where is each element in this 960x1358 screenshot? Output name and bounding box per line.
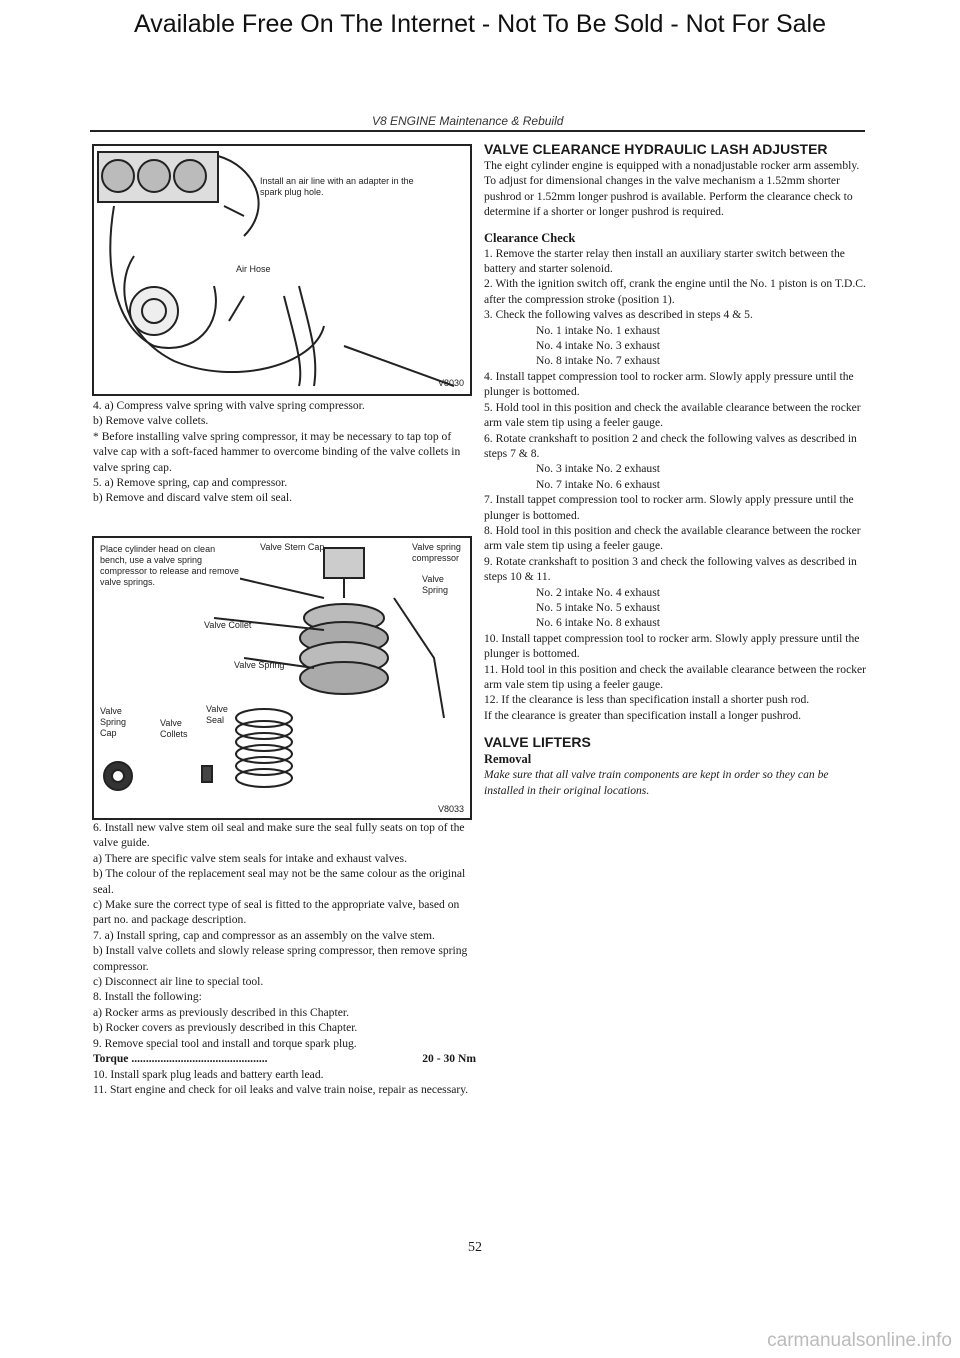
subheading-clearance-check: Clearance Check xyxy=(484,230,576,245)
step-7b: b) Install valve collets and slowly release spring compressor, then remove spring compressor. xyxy=(93,944,468,973)
step-6c: c) Make sure the correct type of seal is fitted to the appropriate valve, based on part no. and package description. xyxy=(93,898,460,927)
step-7c: c) Disconnect air line to special tool. xyxy=(93,975,264,989)
figure2-label-spring-cap: Valve Spring Cap xyxy=(100,706,127,738)
step-9: 9. Remove special tool and install and torque spark plug. xyxy=(93,1036,357,1050)
figure2-label-spring-mid: Valve Spring xyxy=(234,660,285,670)
check-step-1: 1. Remove the starter relay then install an auxiliary starter switch between the battery and starter solenoid. xyxy=(484,246,845,276)
step-5b: b) Remove and discard valve stem oil seal. xyxy=(93,491,292,505)
check-step-8: 8. Hold tool in this position and check the available clearance between the rocker arm vale stem tip using a feeler gauge. xyxy=(484,523,861,553)
step-8: 8. Install the following: xyxy=(93,990,202,1004)
step-4-note: * Before installing valve spring compressor, it may be necessary to tap top of valve cap with a soft-faced hammer to overcome binding of the valve collets in valve spring cap. xyxy=(93,429,461,474)
step-11: 11. Start engine and check for oil leaks and valve train noise, repair as necessary. xyxy=(93,1082,469,1096)
check-step-2: 2. With the ignition switch off, crank the engine until the No. 1 piston is on T.D.C. after the compression stroke (position 1). xyxy=(484,277,866,306)
step-10: 10. Install spark plug leads and battery earth lead. xyxy=(93,1067,324,1081)
watermark-banner: Available Free On The Internet - Not To Be Sold - Not For Sale xyxy=(133,10,827,38)
check-step-12-alt: If the clearance is greater than specification install a longer pushrod. xyxy=(484,708,802,722)
check-step-11: 11. Hold tool in this position and check the available clearance between the rocker arm vale stem tip using a feeler gauge. xyxy=(484,662,867,691)
intro-para-1: The eight cylinder engine is equipped with a nonadjustable rocker arm assembly. xyxy=(484,159,860,172)
intro-para-2: To adjust for dimensional changes in the valve mechanism a 1.52mm shorter pushrod or 1.52mm longer pushrod is available. Perform the clearance check to determine if a shorter or longer pushrod is required. xyxy=(484,174,853,219)
section-heading-valve-clearance: VALVE CLEARANCE HYDRAULIC LASH ADJUSTER xyxy=(484,141,828,157)
torque-value: 20 - 30 Nm xyxy=(422,1052,476,1066)
figure2-label-seal: Valve Seal xyxy=(206,704,228,725)
footer-watermark-url: carmanualsonline.info xyxy=(767,1330,952,1351)
step-4b: b) Remove valve collets. xyxy=(93,414,209,428)
step-5a: 5. a) Remove spring, cap and compressor. xyxy=(93,476,288,490)
valve-pair-3: No. 8 intake No. 7 exhaust xyxy=(536,354,660,368)
step-4a: 4. a) Compress valve spring with valve spring compressor. xyxy=(93,399,365,412)
figure2-label-compressor: Valve spring compressor xyxy=(412,542,461,563)
figure2-label-stem-cap: Valve Stem Cap xyxy=(260,542,325,552)
left-column-top xyxy=(93,398,476,506)
figure2-label-collets: Valve Collets xyxy=(160,718,188,739)
subheading-removal: Removal xyxy=(484,752,532,767)
removal-note: Make sure that all valve train components are kept in order so they can be installed in their original locations. xyxy=(484,768,829,797)
check-step-4: 4. Install tappet compression tool to rocker arm. Slowly apply pressure until the plunger is bottomed. xyxy=(484,369,854,399)
step-7a: 7. a) Install spring, cap and compressor as an assembly on the valve stem. xyxy=(93,928,435,942)
right-column xyxy=(484,140,869,798)
section-heading-valve-lifters: VALVE LIFTERS xyxy=(484,734,591,751)
valve-pair-4: No. 3 intake No. 2 exhaust xyxy=(536,462,660,476)
valve-pair-7: No. 5 intake No. 5 exhaust xyxy=(536,600,660,614)
valve-pair-6: No. 2 intake No. 4 exhaust xyxy=(536,585,660,599)
check-step-7: 7. Install tappet compression tool to rocker arm. Slowly apply pressure until the plunger is bottomed. xyxy=(484,493,854,522)
left-column-bottom xyxy=(93,820,476,1097)
step-6b: b) The colour of the replacement seal may not be the same colour as the original seal. xyxy=(93,867,466,896)
step-8a: a) Rocker arms as previously described in this Chapter. xyxy=(93,1005,349,1019)
figure2-label-collet: Valve Collet xyxy=(204,620,252,630)
check-step-6: 6. Rotate crankshaft to position 2 and check the following valves as described in steps 7 & 8. xyxy=(484,431,857,460)
step-8b: b) Rocker covers as previously described in this Chapter. xyxy=(93,1021,358,1035)
check-step-3: 3. Check the following valves as described in steps 4 & 5. xyxy=(484,308,753,322)
page-number: 52 xyxy=(468,1240,482,1255)
valve-pair-5: No. 7 intake No. 6 exhaust xyxy=(536,477,660,491)
figure2-label-place: Place cylinder head on clean bench, use a valve spring compressor to release and remove valve springs. xyxy=(100,544,240,587)
valve-pair-8: No. 6 intake No. 8 exhaust xyxy=(536,616,660,630)
figure1-label-adapter: Install an air line with an adapter in the spark plug hole. xyxy=(260,176,414,197)
running-head: V8 ENGINE Maintenance & Rebuild xyxy=(372,114,564,128)
header-rule xyxy=(90,130,865,132)
step-6a: a) There are specific valve stem seals for intake and exhaust valves. xyxy=(93,851,407,865)
valve-pair-1: No. 1 intake No. 1 exhaust xyxy=(536,323,660,337)
check-step-10: 10. Install tappet compression tool to rocker arm. Slowly apply pressure until the plunger is bottomed. xyxy=(484,631,860,661)
check-step-5: 5. Hold tool in this position and check the available clearance between the rocker arm vale stem tip using a feeler gauge. xyxy=(484,400,861,430)
torque-label: Torque ............................................... xyxy=(93,1052,268,1066)
figure1-code: V8030 xyxy=(437,378,464,388)
figure1-label-hose: Air Hose xyxy=(236,264,271,274)
figure2-code: V8033 xyxy=(437,804,464,814)
figure-air-line-adapter xyxy=(92,144,472,396)
figure2-label-valve-spring-top: Valve Spring xyxy=(422,574,449,595)
step-6: 6. Install new valve stem oil seal and make sure the seal fully seats on top of the valve guide. xyxy=(93,821,465,850)
check-step-12: 12. If the clearance is less than specification install a shorter push rod. xyxy=(484,693,810,707)
figure-valve-spring-removal xyxy=(92,536,472,820)
valve-pair-2: No. 4 intake No. 3 exhaust xyxy=(536,339,660,353)
torque-spec xyxy=(93,1051,476,1066)
check-step-9: 9. Rotate crankshaft to position 3 and check the following valves as described in steps 10 & 11. xyxy=(484,554,857,584)
